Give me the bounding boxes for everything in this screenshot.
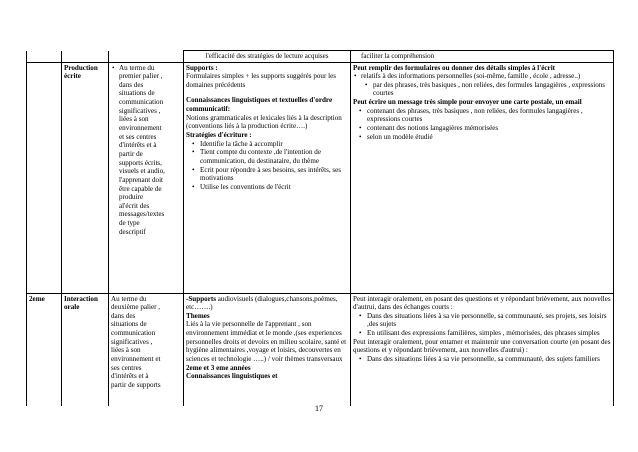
objective-line: de type [119, 219, 140, 228]
page-number: 17 [315, 404, 323, 413]
objective-line: environnement et [111, 355, 161, 364]
supports-title: -Supports [186, 294, 216, 303]
objective-line: communication [119, 98, 164, 107]
objective-line: produire [119, 193, 144, 202]
list-item: • Dans des situations liées à sa vie personnelle, sa communauté, ses projets, ses loisirs ,des sujets [353, 312, 611, 329]
objective-line: situations de [111, 320, 147, 329]
objective-line: communication [111, 329, 156, 338]
objective-line: situations de [119, 89, 155, 98]
objective-line: Au terme du [111, 294, 147, 303]
objective-line: dans des [119, 80, 144, 89]
years-line: 2eme et 3 eme années [186, 363, 251, 372]
objective-cell [109, 62, 184, 293]
header-left-text: l'efficacité des stratégies de lecture acquises [184, 51, 351, 63]
competence-cell [351, 62, 614, 293]
objective-line: environnement [119, 124, 162, 133]
supports-text: Formulaires simples + les supports suggérés pour les domaines précédents [186, 72, 336, 89]
objective-line: descriptif [119, 227, 146, 236]
objective-line: liées à son [119, 115, 149, 124]
header-right-text: faciliter la compréhension [351, 51, 614, 63]
list-item: • Tient compte du contexte ,de l'intention de communication, du destinataire, du thème [186, 148, 348, 165]
list-item: • Identifie la tâche à accomplir [186, 140, 348, 149]
table-row [27, 293, 614, 406]
list-item: • Ecrit pour répondre à ses besoins, ses intérêts, ses motivations [186, 166, 348, 183]
competence1-list [353, 72, 611, 81]
connaissances-text: Notions grammaticales et lexicales liés à la description (conventions liés à la production écrite….) [186, 113, 342, 131]
objective-lines [111, 295, 181, 390]
list-item: • contenant des notions langagières mémorisées [353, 124, 611, 133]
competence1-title: Peut remplir des formulaires ou donner des détails simples à l'écrit [353, 63, 556, 72]
competence2-title: Peut écrire un message très simple pour envoyer une carte postale, un email [353, 98, 582, 107]
objective-line: premier palier , [119, 72, 163, 81]
objective-line: al'écrit des [119, 201, 150, 210]
competence-cell [351, 293, 614, 406]
competence1-sublist [353, 81, 611, 98]
activity-label: Interaction orale [62, 293, 109, 406]
list-item: • selon un modèle étudié [353, 133, 611, 142]
objective-line: l'apprenant doit [119, 175, 164, 184]
supports-text: audiovisuels (dialogues,chansons,poèmes, etc…….) [186, 294, 338, 312]
objective-line: deuxième palier , [111, 303, 161, 312]
objective-line: significatives , [119, 106, 161, 115]
competence-intro2: Peut interagir oralement, pour entamer et maintenir une conversation courte (en posant des questions et y répondant brièvement, aux nouvelles d'autrui) : [353, 337, 611, 355]
supports-cell [184, 293, 351, 406]
list-item: • Utilise les conventions de l'écrit [186, 183, 348, 192]
connaissances-title: Connaissances linguistiques et textuelles d'ordre communicatif: [186, 96, 333, 114]
table-row [27, 62, 614, 293]
strategies-title: Stratégies d'écriture : [186, 131, 252, 140]
objective-line: supports écrits, [119, 158, 162, 167]
supports-title: Supports : [186, 63, 218, 72]
header-continuation-row [27, 51, 614, 63]
themes-text: Liés à la vie personnelle de l'apprenant , son environnement immédiat et le monde ,(ses experiences personnelles droits et devoirs en milieu scolaire, santé et hygiène alimentaires ,voyage et loisirs, decouvertes en sciences et technologie …..) / voir thèmes transversaux [186, 320, 347, 364]
year-label: 2eme [27, 293, 62, 406]
list-item: • En utilisant des expressions familières, simples , mémorisées, des phrases simples [353, 329, 611, 338]
activity-label: Production écrite [62, 62, 109, 293]
objective-line: • Au terme du [111, 64, 181, 73]
objective-line: visuels et audio, [119, 167, 165, 176]
strategies-list [186, 140, 348, 192]
objective-line: dans des [111, 311, 136, 320]
objective-line: significatives , [111, 337, 153, 346]
supports-cell [184, 62, 351, 293]
objective-line: messages/textes [119, 210, 165, 219]
competence-list2 [353, 355, 611, 364]
objective-line: partir de supports [111, 380, 161, 389]
competence-intro: Peut interagir oralement, en posant des questions et y répondant brièvement, aux nouvelles d'autrui, dans des échanges courts : [353, 294, 611, 312]
list-item: • par des phrases, très basiques , non reliées, des formules langagières , expressions courtes [353, 81, 611, 98]
list-item: • relatifs à des informations personnelles (soi-même, famille , école , adresse..) [353, 72, 611, 81]
objective-line: être capable de [119, 184, 162, 193]
objective-line: d'intérêts et à [119, 141, 157, 150]
list-item: • Dans des situations liées à sa vie personnelle, sa communauté, des sujets familiers [353, 355, 611, 364]
objective-line: ses centres [111, 363, 142, 372]
themes-title: Themes [186, 311, 210, 320]
objective-line: d'intérêts et à [111, 372, 149, 381]
curriculum-table [26, 50, 614, 406]
connaissances-title: Connaissances linguistiques et [186, 372, 278, 381]
list-item: • contenant des phrases, très basiques , non reliées, des formules langagières , expressions courtes [353, 107, 611, 124]
competence2-list [353, 107, 611, 142]
objective-line: partir de [119, 149, 143, 158]
objective-cell [109, 293, 184, 406]
objective-line: liées à son [111, 346, 141, 355]
competence-list [353, 312, 611, 338]
objective-list [111, 64, 181, 237]
objective-line: et ses centres [119, 132, 157, 141]
